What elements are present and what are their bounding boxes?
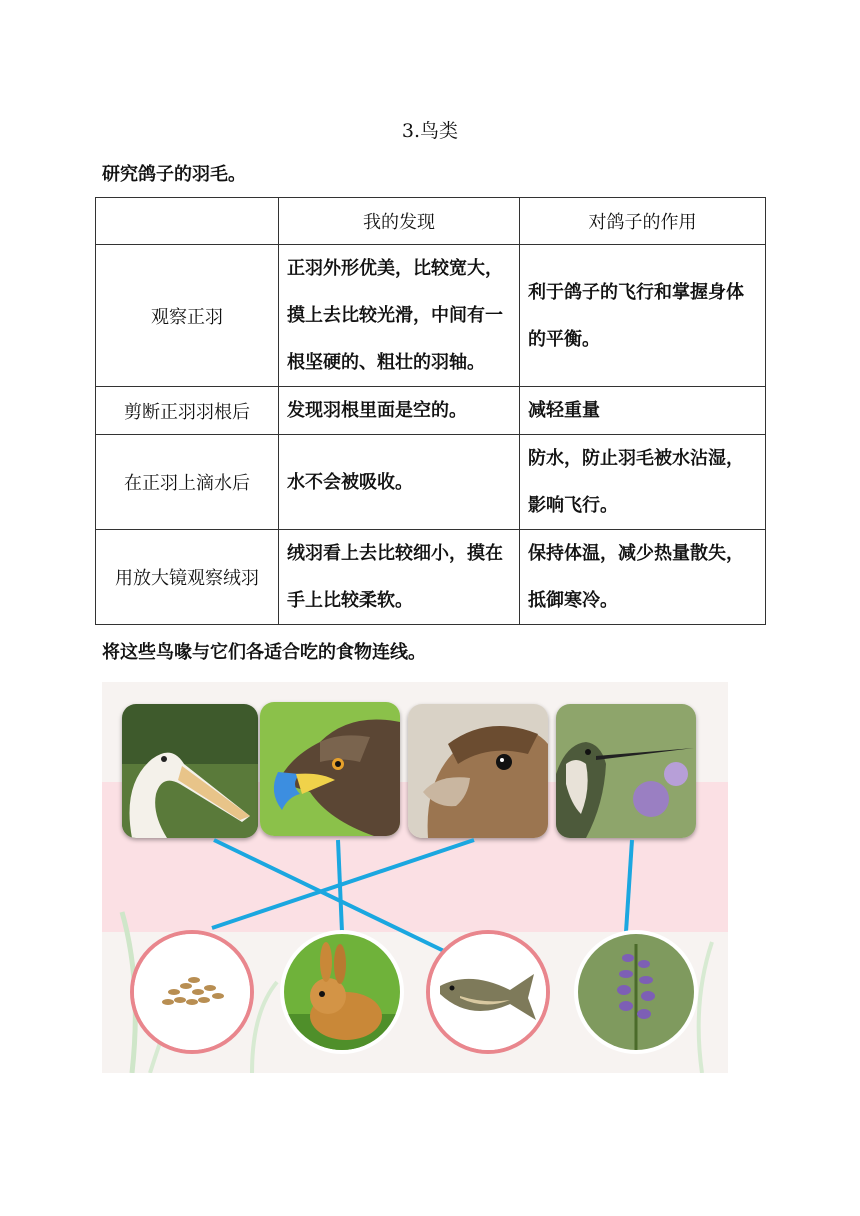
- beak-food-figure: [102, 682, 728, 1073]
- rabbit-image: [280, 930, 404, 1054]
- row-label: 剪断正羽羽根后: [96, 387, 279, 435]
- table-header-row: [96, 198, 766, 245]
- question-feathers: 研究鸽子的羽毛。: [102, 164, 246, 185]
- table-row: [96, 387, 766, 435]
- row-effect: 保持体温，减少热量散失，抵御寒冷。: [520, 530, 766, 625]
- page-title: 3.鸟类: [401, 120, 459, 142]
- seeds-image: [130, 930, 254, 1054]
- row-effect: 防水，防止羽毛被水沾湿，影响飞行。: [520, 435, 766, 530]
- row-effect: 利于鸽子的飞行和掌握身体的平衡。: [520, 245, 766, 387]
- row-finding: 正羽外形优美，比较宽大，摸上去比较光滑，中间有一根坚硬的、粗壮的羽轴。: [279, 245, 520, 387]
- feather-table: [95, 197, 766, 625]
- flower-nectar-image: [574, 930, 698, 1054]
- table-row: [96, 435, 766, 530]
- row-finding: 发现羽根里面是空的。: [279, 387, 520, 435]
- row-finding: 绒羽看上去比较细小，摸在手上比较柔软。: [279, 530, 520, 625]
- header-empty: [96, 198, 279, 245]
- row-label: 观察正羽: [96, 245, 279, 387]
- header-finding: 我的发现: [279, 198, 520, 245]
- table-row: [96, 245, 766, 387]
- row-effect: 减轻重量: [520, 387, 766, 435]
- header-effect: 对鸽子的作用: [520, 198, 766, 245]
- question-beaks: 将这些鸟喙与它们各适合吃的食物连线。: [102, 642, 426, 663]
- table-row: [96, 530, 766, 625]
- fish-image: [426, 930, 550, 1054]
- row-label: 在正羽上滴水后: [96, 435, 279, 530]
- line-hummingbird-nectar: [626, 840, 632, 932]
- row-finding: 水不会被吸收。: [279, 435, 520, 530]
- row-label: 用放大镜观察绒羽: [96, 530, 279, 625]
